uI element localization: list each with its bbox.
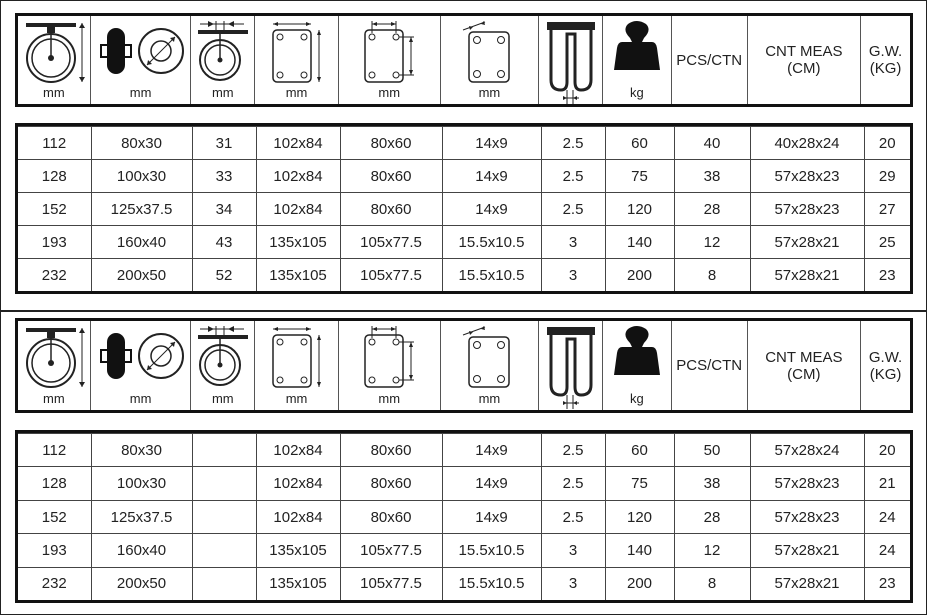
cell-wheel-height: 128 bbox=[18, 160, 91, 193]
table-row bbox=[18, 193, 910, 226]
col-swivel-offset bbox=[191, 16, 255, 104]
cell-wheel-height: 112 bbox=[18, 434, 91, 467]
cell-wheel-size: 125x37.5 bbox=[91, 500, 192, 533]
cell-bolt-spacing: 80x60 bbox=[340, 467, 442, 500]
cnt-meas-line2: (CM) bbox=[787, 365, 821, 383]
cell-wheel-size: 200x50 bbox=[91, 259, 192, 291]
swivel-offset-icon bbox=[194, 325, 252, 389]
cell-swivel-offset: 34 bbox=[192, 193, 256, 226]
gw-line2: (KG) bbox=[869, 365, 902, 383]
cell-carton-measure: 57x28x21 bbox=[750, 534, 864, 567]
cnt-meas-line1: CNT MEAS bbox=[765, 348, 843, 366]
cell-wheel-height: 152 bbox=[18, 193, 91, 226]
table-row bbox=[18, 434, 910, 467]
cell-gross-weight: 29 bbox=[864, 160, 910, 193]
unit-label: mm bbox=[378, 85, 401, 100]
pcs-ctn-header: PCS/CTN bbox=[676, 357, 743, 374]
cell-plate-thickness: 2.5 bbox=[541, 467, 605, 500]
cell-top-plate: 102x84 bbox=[256, 160, 340, 193]
cell-bolt-spacing: 105x77.5 bbox=[340, 534, 442, 567]
cell-swivel-offset: 52 bbox=[192, 259, 256, 291]
cell-bolt-spacing: 80x60 bbox=[340, 160, 442, 193]
cell-top-plate: 102x84 bbox=[256, 193, 340, 226]
cell-bolt-spacing: 105x77.5 bbox=[340, 567, 442, 600]
cell-top-plate: 102x84 bbox=[256, 467, 340, 500]
cell-wheel-size: 125x37.5 bbox=[91, 193, 192, 226]
gross-weight-header bbox=[861, 16, 910, 104]
cell-pcs-ctn: 50 bbox=[674, 434, 750, 467]
cell-plate-thickness: 2.5 bbox=[541, 160, 605, 193]
table-row bbox=[18, 259, 910, 291]
cell-swivel-offset bbox=[192, 500, 256, 533]
cell-swivel-offset bbox=[192, 567, 256, 600]
cell-load-capacity: 60 bbox=[605, 434, 674, 467]
col-bolt-hole-size bbox=[441, 16, 540, 104]
cell-plate-thickness: 3 bbox=[541, 226, 605, 259]
col-top-plate-size bbox=[255, 321, 339, 410]
cell-wheel-size: 200x50 bbox=[91, 567, 192, 600]
cell-plate-thickness: 2.5 bbox=[541, 127, 605, 160]
cell-swivel-offset bbox=[192, 467, 256, 500]
cell-wheel-height: 193 bbox=[18, 226, 91, 259]
cell-plate-thickness: 2.5 bbox=[541, 434, 605, 467]
spec-header-row bbox=[15, 13, 913, 107]
cell-bolt-hole: 14x9 bbox=[442, 467, 541, 500]
col-bolt-hole-size bbox=[441, 321, 540, 410]
cell-wheel-size: 80x30 bbox=[91, 127, 192, 160]
col-wheel-diameter-width bbox=[91, 16, 192, 104]
cell-wheel-height: 232 bbox=[18, 259, 91, 291]
bolt-hole-spacing-icon bbox=[359, 325, 419, 391]
wheel-width-icon bbox=[95, 325, 187, 387]
cell-bolt-hole: 14x9 bbox=[442, 193, 541, 226]
cell-load-capacity: 60 bbox=[605, 127, 674, 160]
unit-label-kg: kg bbox=[630, 85, 644, 100]
cell-plate-thickness: 3 bbox=[541, 534, 605, 567]
cell-gross-weight: 23 bbox=[864, 259, 910, 291]
unit-label: mm bbox=[43, 85, 65, 100]
unit-label: mm bbox=[285, 85, 308, 100]
cell-load-capacity: 140 bbox=[605, 534, 674, 567]
table-row bbox=[18, 467, 910, 500]
cell-load-capacity: 120 bbox=[605, 193, 674, 226]
cell-gross-weight: 24 bbox=[864, 534, 910, 567]
cell-wheel-height: 128 bbox=[18, 467, 91, 500]
col-load-capacity bbox=[603, 321, 672, 410]
col-bolt-hole-spacing bbox=[339, 16, 441, 104]
cell-pcs-ctn: 28 bbox=[674, 193, 750, 226]
cell-bolt-hole: 15.5x10.5 bbox=[442, 534, 541, 567]
col-cnt-meas bbox=[748, 321, 862, 410]
col-pcs-ctn bbox=[672, 321, 748, 410]
cnt-meas-header bbox=[748, 16, 861, 104]
cell-carton-measure: 57x28x21 bbox=[750, 259, 864, 291]
unit-label: mm bbox=[129, 85, 152, 100]
cell-swivel-offset: 43 bbox=[192, 226, 256, 259]
cell-swivel-offset bbox=[192, 534, 256, 567]
col-gross-weight bbox=[861, 321, 910, 410]
cell-carton-measure: 57x28x23 bbox=[750, 500, 864, 533]
spec-data-box bbox=[15, 430, 913, 603]
cell-bolt-spacing: 80x60 bbox=[340, 127, 442, 160]
cell-gross-weight: 20 bbox=[864, 127, 910, 160]
unit-label: mm bbox=[43, 391, 65, 406]
cell-top-plate: 135x105 bbox=[256, 259, 340, 291]
spec-panel-2 bbox=[0, 311, 927, 615]
cell-gross-weight: 20 bbox=[864, 434, 910, 467]
col-pcs-ctn bbox=[672, 16, 748, 104]
unit-label: mm bbox=[478, 391, 501, 406]
unit-label: mm bbox=[211, 85, 234, 100]
col-cnt-meas bbox=[748, 16, 862, 104]
cell-load-capacity: 120 bbox=[605, 500, 674, 533]
cell-pcs-ctn: 38 bbox=[674, 467, 750, 500]
unit-label: mm bbox=[211, 391, 234, 406]
col-gross-weight bbox=[861, 16, 910, 104]
cell-bolt-spacing: 80x60 bbox=[340, 434, 442, 467]
cell-carton-measure: 57x28x23 bbox=[750, 467, 864, 500]
cell-pcs-ctn: 12 bbox=[674, 534, 750, 567]
cell-gross-weight: 24 bbox=[864, 500, 910, 533]
cnt-meas-line2: (CM) bbox=[787, 60, 821, 77]
cell-load-capacity: 140 bbox=[605, 226, 674, 259]
cell-swivel-offset bbox=[192, 434, 256, 467]
cell-carton-measure: 57x28x23 bbox=[750, 160, 864, 193]
gw-line1: G.W. bbox=[868, 348, 903, 366]
cell-wheel-height: 193 bbox=[18, 534, 91, 567]
col-swivel-offset bbox=[191, 321, 255, 410]
wheel-height-icon bbox=[20, 20, 88, 86]
cell-carton-measure: 57x28x21 bbox=[750, 226, 864, 259]
table-row bbox=[18, 567, 910, 600]
cell-top-plate: 135x105 bbox=[256, 567, 340, 600]
cell-swivel-offset: 33 bbox=[192, 160, 256, 193]
unit-label: mm bbox=[285, 391, 308, 406]
unit-label-kg: kg bbox=[630, 391, 644, 406]
load-capacity-weight-icon bbox=[612, 20, 662, 74]
cell-bolt-spacing: 105x77.5 bbox=[340, 259, 442, 291]
col-plate-thickness bbox=[539, 321, 603, 410]
spec-header-row bbox=[15, 318, 913, 413]
col-wheel-height bbox=[18, 16, 91, 104]
cnt-meas-line1: CNT MEAS bbox=[765, 43, 843, 60]
cell-bolt-hole: 15.5x10.5 bbox=[442, 567, 541, 600]
swivel-offset-icon bbox=[194, 20, 252, 84]
cell-carton-measure: 57x28x24 bbox=[750, 434, 864, 467]
table-row bbox=[18, 127, 910, 160]
bolt-hole-size-icon bbox=[459, 20, 519, 86]
cell-bolt-spacing: 105x77.5 bbox=[340, 226, 442, 259]
cnt-meas-header bbox=[748, 321, 861, 410]
wheel-height-icon bbox=[20, 325, 88, 391]
cell-bolt-hole: 14x9 bbox=[442, 160, 541, 193]
cell-swivel-offset: 31 bbox=[192, 127, 256, 160]
cell-wheel-size: 160x40 bbox=[91, 226, 192, 259]
spec-table bbox=[18, 433, 910, 600]
cell-top-plate: 102x84 bbox=[256, 500, 340, 533]
cell-plate-thickness: 3 bbox=[541, 567, 605, 600]
cell-plate-thickness: 3 bbox=[541, 259, 605, 291]
cell-plate-thickness: 2.5 bbox=[541, 193, 605, 226]
col-top-plate-size bbox=[255, 16, 339, 104]
cell-bolt-hole: 14x9 bbox=[442, 127, 541, 160]
unit-label: mm bbox=[378, 391, 401, 406]
cell-pcs-ctn: 8 bbox=[674, 259, 750, 291]
spec-data-box bbox=[15, 123, 913, 294]
table-row bbox=[18, 500, 910, 533]
cell-bolt-hole: 15.5x10.5 bbox=[442, 259, 541, 291]
col-bolt-hole-spacing bbox=[339, 321, 441, 410]
col-wheel-diameter-width bbox=[91, 321, 192, 410]
cell-gross-weight: 23 bbox=[864, 567, 910, 600]
spec-table bbox=[18, 126, 910, 291]
cell-load-capacity: 200 bbox=[605, 259, 674, 291]
cell-gross-weight: 27 bbox=[864, 193, 910, 226]
cell-pcs-ctn: 40 bbox=[674, 127, 750, 160]
cell-load-capacity: 75 bbox=[605, 467, 674, 500]
unit-label: mm bbox=[129, 391, 152, 406]
cell-load-capacity: 75 bbox=[605, 160, 674, 193]
cell-bolt-hole: 14x9 bbox=[442, 434, 541, 467]
load-capacity-weight-icon bbox=[612, 325, 662, 379]
wheel-width-icon bbox=[95, 20, 187, 82]
table-row bbox=[18, 160, 910, 193]
cell-gross-weight: 25 bbox=[864, 226, 910, 259]
gw-line2: (KG) bbox=[869, 60, 902, 77]
cell-wheel-height: 112 bbox=[18, 127, 91, 160]
cell-wheel-size: 80x30 bbox=[91, 434, 192, 467]
cell-top-plate: 135x105 bbox=[256, 534, 340, 567]
cell-wheel-height: 152 bbox=[18, 500, 91, 533]
cell-plate-thickness: 2.5 bbox=[541, 500, 605, 533]
table-row bbox=[18, 226, 910, 259]
bolt-hole-size-icon bbox=[459, 325, 519, 391]
cell-top-plate: 102x84 bbox=[256, 127, 340, 160]
col-load-capacity bbox=[603, 16, 672, 104]
cell-wheel-size: 100x30 bbox=[91, 467, 192, 500]
cell-bolt-hole: 15.5x10.5 bbox=[442, 226, 541, 259]
cell-pcs-ctn: 38 bbox=[674, 160, 750, 193]
cell-pcs-ctn: 8 bbox=[674, 567, 750, 600]
gross-weight-header bbox=[861, 321, 910, 410]
cell-gross-weight: 21 bbox=[864, 467, 910, 500]
unit-label: mm bbox=[478, 85, 501, 100]
col-wheel-height bbox=[18, 321, 91, 410]
bolt-hole-spacing-icon bbox=[359, 20, 419, 86]
cell-bolt-spacing: 80x60 bbox=[340, 193, 442, 226]
cell-pcs-ctn: 12 bbox=[674, 226, 750, 259]
cell-carton-measure: 40x28x24 bbox=[750, 127, 864, 160]
cell-top-plate: 102x84 bbox=[256, 434, 340, 467]
cell-bolt-hole: 14x9 bbox=[442, 500, 541, 533]
cell-carton-measure: 57x28x23 bbox=[750, 193, 864, 226]
cell-wheel-size: 100x30 bbox=[91, 160, 192, 193]
plate-thickness-icon bbox=[543, 20, 599, 106]
col-plate-thickness bbox=[539, 16, 603, 104]
gw-line1: G.W. bbox=[868, 43, 903, 60]
cell-carton-measure: 57x28x21 bbox=[750, 567, 864, 600]
cell-bolt-spacing: 80x60 bbox=[340, 500, 442, 533]
plate-thickness-icon bbox=[543, 325, 599, 411]
top-plate-size-icon bbox=[267, 325, 327, 391]
pcs-ctn-header: PCS/CTN bbox=[676, 51, 743, 69]
cell-pcs-ctn: 28 bbox=[674, 500, 750, 533]
cell-wheel-size: 160x40 bbox=[91, 534, 192, 567]
table-row bbox=[18, 534, 910, 567]
cell-top-plate: 135x105 bbox=[256, 226, 340, 259]
cell-load-capacity: 200 bbox=[605, 567, 674, 600]
top-plate-size-icon bbox=[267, 20, 327, 86]
cell-wheel-height: 232 bbox=[18, 567, 91, 600]
